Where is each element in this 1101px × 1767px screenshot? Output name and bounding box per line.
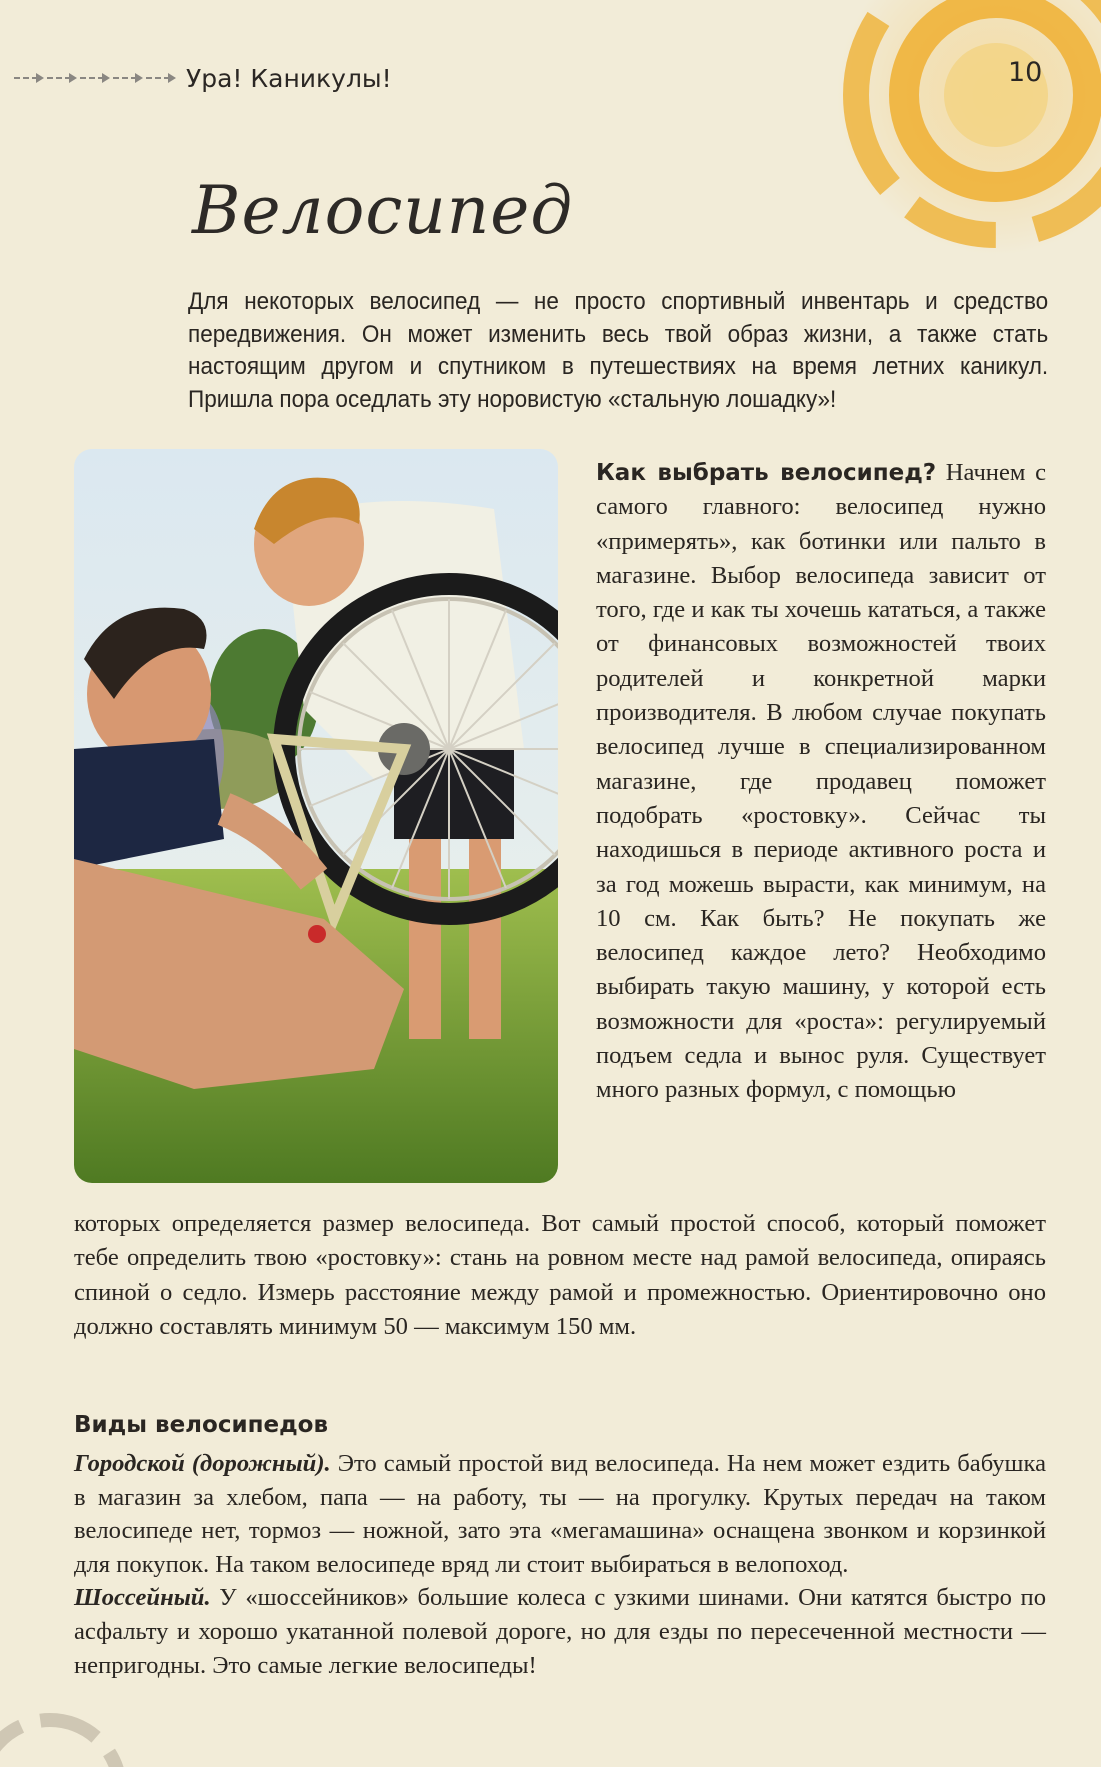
bike-type-description: Это самый простой вид велосипеда. На нем может ездить бабушка в магазин за хлебом, папа — на работу, ты — на прогулку. Крутых передач на таком велосипеде нет, тормоз — ножной, зато эта «мегамашина» оснащена звонком и корзинкой для покупок. На таком велосипеде вряд ли стоит выбираться в велопоход.: [74, 1450, 1046, 1578]
how-to-choose-heading: Как выбрать велосипед?: [596, 460, 937, 486]
article-title: Велосипед: [192, 172, 574, 249]
arrow-trail-icon: [14, 73, 176, 83]
ring-decoration-icon: [0, 1700, 140, 1767]
bike-type-item: [74, 1581, 1046, 1682]
how-to-choose-section: [596, 456, 1046, 1108]
section-title: Ура! Каникулы!: [186, 63, 392, 93]
bike-type-description: У «шоссейников» большие колеса с узкими шинами. Они катятся быстро по асфальту и хорошо укатанной полевой дороге, но для езды по пересеченной местности — непригодны. Это самые легкие велосипеды!: [74, 1584, 1047, 1679]
bike-types-list: [74, 1447, 1046, 1682]
page-number: 10: [1008, 57, 1043, 88]
sun-decoration-icon: [831, 0, 1101, 260]
running-header: [14, 58, 392, 98]
bike-types-heading: Виды велосипедов: [74, 1412, 328, 1438]
how-to-choose-continuation: которых определяется размер велосипеда. Вот самый простой способ, который поможет тебе определить твою «ростовку»: стань на ровном месте над рамой велосипеда, опираясь спиной о седло. Измерь расстояние между рамой и промежностью. Ориентировочно оно должно составлять минимум 50 — максимум 150 мм.: [74, 1210, 1046, 1340]
bike-type-term: Шоссейный.: [74, 1584, 211, 1612]
bike-type-item: [74, 1447, 1046, 1581]
intro-paragraph: Для некоторых велосипед — не просто спортивный инвентарь и средство передвижения. Он может изменить весь твой образ жизни, а также стать настоящим другом и спутником в путешествиях на время летних каникул. Пришла пора оседлать эту норовистую «стальную лошадку»!: [188, 288, 1049, 413]
bike-type-term: Городской (дорожный).: [74, 1450, 331, 1477]
how-to-choose-text: Начнем с самого главного: велосипед нужно «примерять», как ботинки или пальто в магазине. Выбор велосипеда зависит от того, где и как ты хочешь кататься, а также от финансовых возможностей твоих родителей и конкретной марки производителя. В любом случае покупать велосипед лучше в специализированном магазине, где продавец поможет подобрать «ростовку». Сейчас ты находишься в периоде активного роста и за год можешь вырасти, как минимум, на 10 см. Как быть? Не покупать же велосипед каждое лето? Необходимо выбирать такую машину, у которой есть возможности для «роста»: регулируемый подъем седла и вынос руля. Существует много разных формул, с помощью: [596, 459, 1046, 1104]
boys-repairing-bicycle-photo: [74, 449, 558, 1183]
